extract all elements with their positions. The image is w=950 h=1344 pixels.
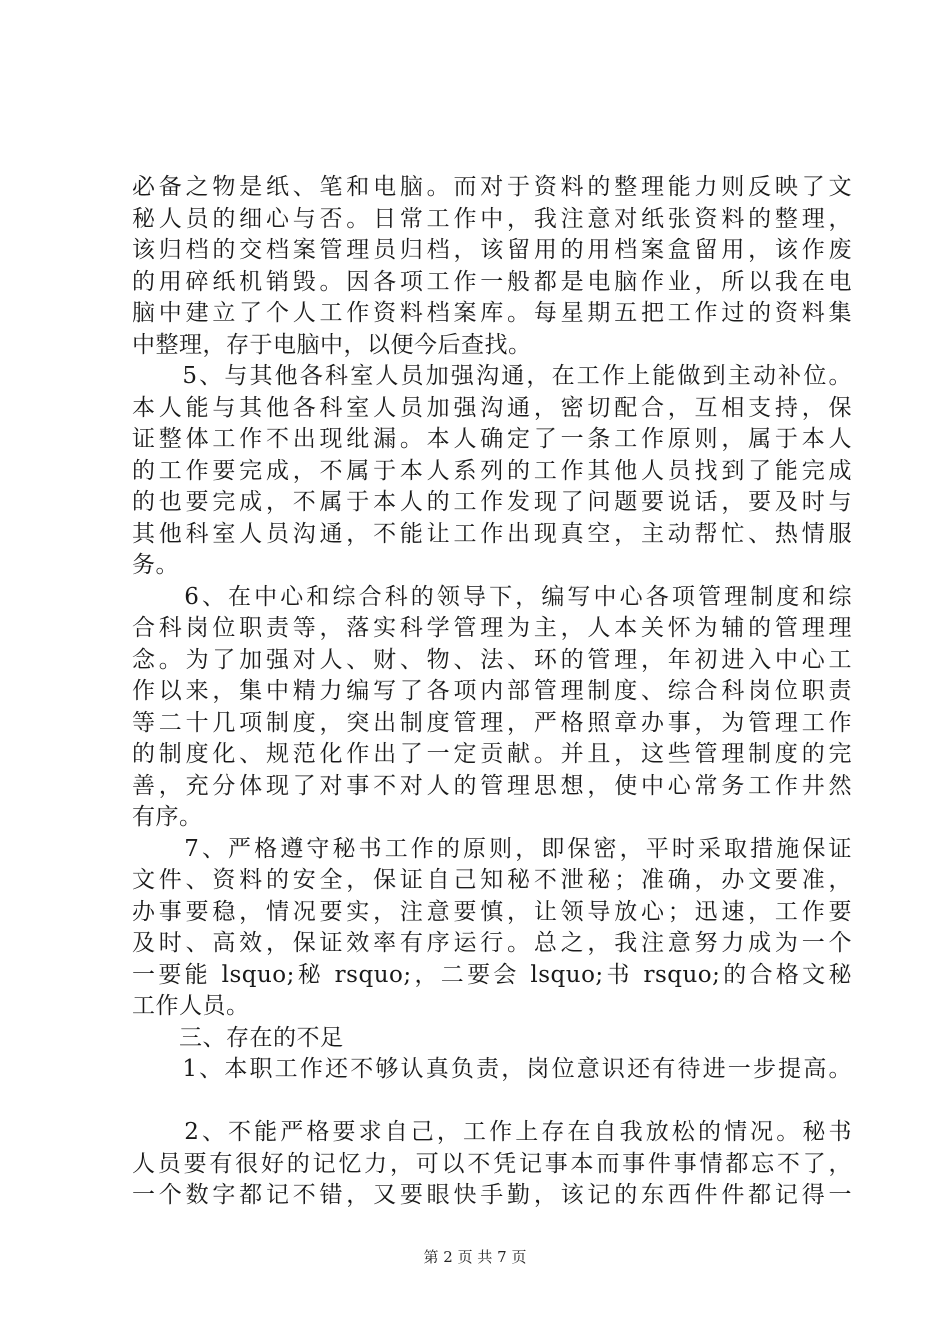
text-line: 合科岗位职责等，落实科学管理为主，人本关怀为辅的管理理: [132, 615, 852, 641]
text-line: 办事要稳，情况要实，注意要慎，让领导放心；迅速，工作要: [132, 898, 852, 925]
text-line: 作以来，集中精力编写了各项内部管理制度、综合科岗位职责: [132, 678, 852, 704]
text-line: 中整理，存于电脑中，以便今后查找。: [132, 331, 532, 358]
page-footer: 第 2 页 共 7 页: [423, 1248, 527, 1266]
text-line: 的制度化、规范化作出了一定贡献。并且，这些管理制度的完: [132, 741, 852, 767]
text-line: 必备之物是纸、笔和电脑。而对于资料的整理能力则反映了文: [132, 174, 852, 200]
text-line: 的用碎纸机销毁。因各项工作一般都是电脑作业，所以我在电: [132, 268, 852, 295]
text-line: 1、本职工作还不够认真负责，岗位意识还有待进一步提高。: [132, 1056, 852, 1082]
text-line: 人员要有很好的记忆力，可以不凭记事本而事件事情都忘不了，: [132, 1150, 852, 1177]
text-line: 该归档的交档案管理员归档，该留用的用档案盒留用，该作废: [132, 237, 852, 263]
text-line: 脑中建立了个人工作资料档案库。每星期五把工作过的资料集: [132, 300, 852, 326]
document-body: [132, 172, 852, 1212]
text-line: 的也要完成，不属于本人的工作发现了问题要说话，要及时与: [132, 489, 852, 515]
text-line: 7、严格遵守秘书工作的原则，即保密，平时采取措施保证: [132, 835, 852, 862]
text-line: 有序。: [132, 804, 203, 830]
text-line: 其他科室人员沟通，不能让工作出现真空，主动帮忙、热情服: [132, 520, 852, 547]
text-line: 本人能与其他各科室人员加强沟通，密切配合，互相支持，保: [132, 394, 852, 421]
blank-line: [132, 1086, 852, 1118]
text-line: 善，充分体现了对事不对人的管理思想，使中心常务工作井然: [132, 772, 852, 799]
text-line: 5、与其他各科室人员加强沟通，在工作上能做到主动补位。: [132, 363, 852, 389]
text-line: 及时、高效，保证效率有序运行。总之，我注意努力成为一个: [132, 930, 852, 956]
text-line: 2、不能严格要求自己，工作上存在自我放松的情况。秘书: [132, 1119, 852, 1145]
text-line: 念。为了加强对人、财、物、法、环的管理，年初进入中心工: [132, 646, 852, 673]
text-line: 务。: [132, 552, 179, 578]
text-line: 证整体工作不出现纰漏。本人确定了一条工作原则，属于本人: [132, 426, 852, 452]
text-line: 6、在中心和综合科的领导下，编写中心各项管理制度和综: [132, 583, 852, 610]
section-heading: 三、存在的不足: [132, 1024, 344, 1051]
text-line: 一个数字都记不错，又要眼快手勤，该记的东西件件都记得一: [132, 1182, 852, 1208]
text-line: 一要能 lsquo;秘 rsquo;，二要会 lsquo;书 rsquo;的合格文秘: [132, 961, 852, 988]
text-line: 工作人员。: [132, 993, 250, 1019]
text-line: 的工作要完成，不属于本人系列的工作其他人员找到了能完成: [132, 457, 852, 484]
text-line: 秘人员的细心与否。日常工作中，我注意对纸张资料的整理，: [132, 205, 852, 232]
text-line: 等二十几项制度，突出制度管理，严格照章办事，为管理工作: [132, 709, 852, 736]
text-line: 文件、资料的安全，保证自己知秘不泄秘；准确，办文要准，: [132, 867, 852, 893]
